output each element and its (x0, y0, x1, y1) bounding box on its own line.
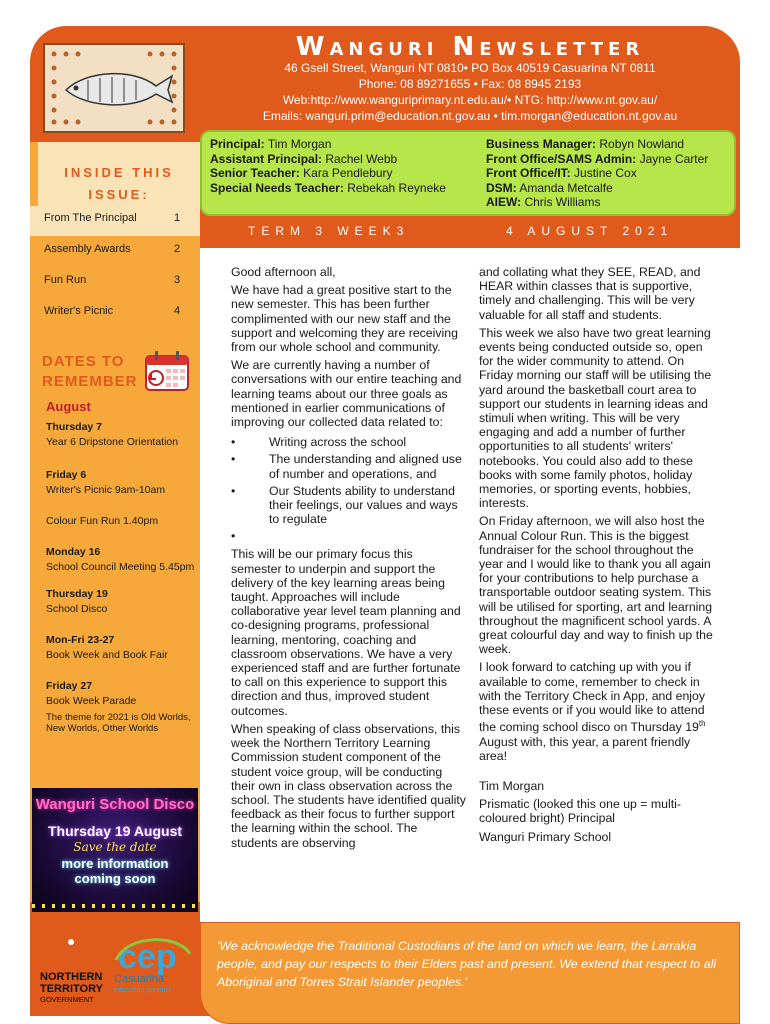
nt-logo-line-2: TERRITORY (40, 983, 103, 995)
event-item: Thursday 19 School Disco (46, 588, 108, 615)
event-item: Friday 6 Writer's Picnic 9am-10am Colour Fun Run 1.40pm (46, 469, 166, 527)
letter-column-2 (479, 265, 714, 848)
staff-entry: Special Needs Teacher: Rebekah Reyneke (210, 180, 446, 195)
staff-entry: Assistant Principal: Rachel Webb (210, 151, 398, 166)
signature-title: Prismatic (looked this one up = multi-coloured bright) Principal (479, 797, 681, 826)
signature-name: Tim Morgan (479, 779, 545, 793)
staff-entry: AIEW: Chris Williams (486, 195, 601, 209)
letter-paragraph: I look forward to catching up with you if available to come, remember to check in with the Territory Check in App, and enjoy these events or if you would like to attend the coming school disco on Thursday 19th August with, this year, a parent friendly area! (479, 660, 706, 763)
term-week-label: TERM 3 WEEK3 (248, 224, 410, 238)
poster-date: Thursday 19 August (47, 823, 183, 839)
nt-logo-line-3: GOVERNMENT (40, 995, 94, 1004)
dates-list (46, 400, 196, 748)
letter-paragraph: and collating what they SEE, READ, and HEAR within classes that is supportive, timely and challenging. This will be very valuable for all staff and students. (479, 265, 701, 322)
cep-logo-mark: cep (118, 938, 177, 976)
staff-entry: Front Office/SAMS Admin: Jayne Carter (486, 151, 709, 166)
toc-item[interactable]: From The Principal 1 (30, 206, 200, 237)
staff-entry: Business Manager: Robyn Nowland (486, 137, 685, 151)
cep-logo-line-2: education precinct (114, 987, 171, 994)
event-item: Mon-Fri 23-27 Book Week and Book Fair (46, 634, 168, 661)
poster-save-date: Save the date (73, 840, 157, 854)
northern-territory-government-logo (38, 922, 104, 1018)
toc-item[interactable]: Assembly Awards 2 (30, 237, 200, 268)
newsletter-title: Wanguri Newsletter (295, 32, 645, 62)
goals-list (231, 435, 466, 543)
school-logo-icon (38, 40, 190, 136)
letter-greeting: Good afternoon all, (231, 265, 336, 279)
toc-item[interactable]: Writer's Picnic 4 (30, 299, 200, 330)
staff-entry: Principal: Tim Morgan (210, 137, 332, 151)
signature-block (479, 779, 714, 844)
staff-entry: Senior Teacher: Kara Pendlebury (210, 166, 393, 180)
letter-paragraph: We have had a great positive start to the new semester. This has been further complimented with our new staff and the support and welcoming they are receiving from our whole school and community. (231, 283, 458, 355)
event-item: Friday 27 Book Week Parade The theme for 2021 is Old Worlds, New Worlds, Other Worlds (46, 680, 191, 734)
letter-paragraph: This week we also have two great learning events being conducted outside so, open for the wider community to attend. On Friday morning our staff will be utilising the yard around the basketball court area to support our students in learning ideas and stimuli when writing. This will be very engaging and add a number of further opportunities to all students' writers' notebooks. You could also add to these books with some family photos, holiday memories, or sporting events, hobbies, interests. (479, 325, 712, 511)
goal-item: • Our Students ability to understand their feelings, our values and ways to regulate (231, 484, 466, 527)
table-of-contents (30, 206, 200, 330)
goal-item: • Writing across the school (231, 435, 466, 449)
web-line: Web:http://www.wanguriprimary.nt.edu.au/• NTG: http://www.nt.gov.au/ (282, 93, 658, 107)
goal-item-empty (231, 529, 466, 543)
calendar-icon (142, 348, 192, 394)
acknowledgement-of-country: 'We acknowledge the Traditional Custodians of the land on which we learn, the Larrakia people, and pay our respects to their Elders past and present. We extend that respect to all Aboriginal and Torres Strait Islander peoples.' (200, 922, 740, 1024)
signature-school: Wanguri Primary School (479, 829, 612, 844)
inside-this-issue-heading: INSIDE THIS ISSUE: (64, 165, 174, 202)
staff-column-left (210, 137, 446, 195)
month-heading: August (46, 399, 91, 414)
staff-column-right (486, 137, 708, 210)
email-line: Emails: wanguri.prim@education.nt.gov.au • tim.morgan@education.nt.gov.au (262, 109, 678, 123)
letter-paragraph: We are currently having a number of conversations with our entire teaching and learning teams about our three goals as mentioned in earlier communications of improving our collected data related to: (231, 358, 462, 430)
poster-title: Wanguri School Disco (35, 796, 195, 813)
staff-entry: Front Office/IT: Justine Cox (486, 166, 637, 180)
term-bar (200, 222, 740, 244)
letter-paragraph: This will be our primary focus this semester to underpin and support the delivery of the key learning areas being taught. Approaches will include collaborative year level team planning and co-designing programs, professional learning, mentoring, coaching and classroom observations. We have a very experienced staff and are further fortunate to call on this experience to support this direction and thus, improved student outcomes. (231, 547, 461, 718)
dates-to-remember-heading: DATES TO REMEMBER (42, 353, 138, 390)
event-item: Monday 16 School Council Meeting 5.45pm (46, 546, 195, 573)
staff-entry: DSM: Amanda Metcalfe (486, 180, 613, 195)
address-line: 46 Gsell Street, Wanguri NT 0810• PO Box 40519 Casuarina NT 0811 (284, 61, 656, 75)
issue-date: 4 AUGUST 2021 (506, 224, 674, 238)
event-item: Thursday 7 Year 6 Dripstone Orientation (46, 421, 179, 448)
letter-paragraph: On Friday afternoon, we will also host the Annual Colour Run. This is the biggest fundraiser for the school throughout the year and I would like to thank you all again for your contributions to help purchase a transportable outdoor seating system. This will be utilised for sporting, art and learning throughout the magnificent school yards. A great colourful day and way to finish up the week. (479, 514, 713, 657)
school-contact-info (200, 60, 740, 124)
goal-item: • The understanding and aligned use of number and operations, and (231, 452, 466, 480)
staff-directory (200, 130, 736, 216)
cep-logo-line-1: Casuarina (114, 973, 165, 985)
nt-logo-line-1: NORTHERN (40, 971, 103, 983)
toc-item[interactable]: Fun Run 3 (30, 268, 200, 299)
school-disco-poster (32, 788, 198, 912)
poster-more-info: more information coming soon (61, 856, 169, 886)
casuarina-education-precinct-logo (108, 930, 198, 1010)
letter-paragraph: When speaking of class observations, this week the Northern Territory Learning Commission student component of the student voice group, will be conducting their own in class observation across the school. The students have identified quality feedback as their focus to further support the learning within the school. The students are observing (231, 721, 466, 850)
phone-line: Phone: 08 89271655 • Fax: 08 8945 2193 (358, 77, 582, 91)
letter-column-1 (231, 265, 466, 854)
poster-lights (32, 904, 198, 908)
